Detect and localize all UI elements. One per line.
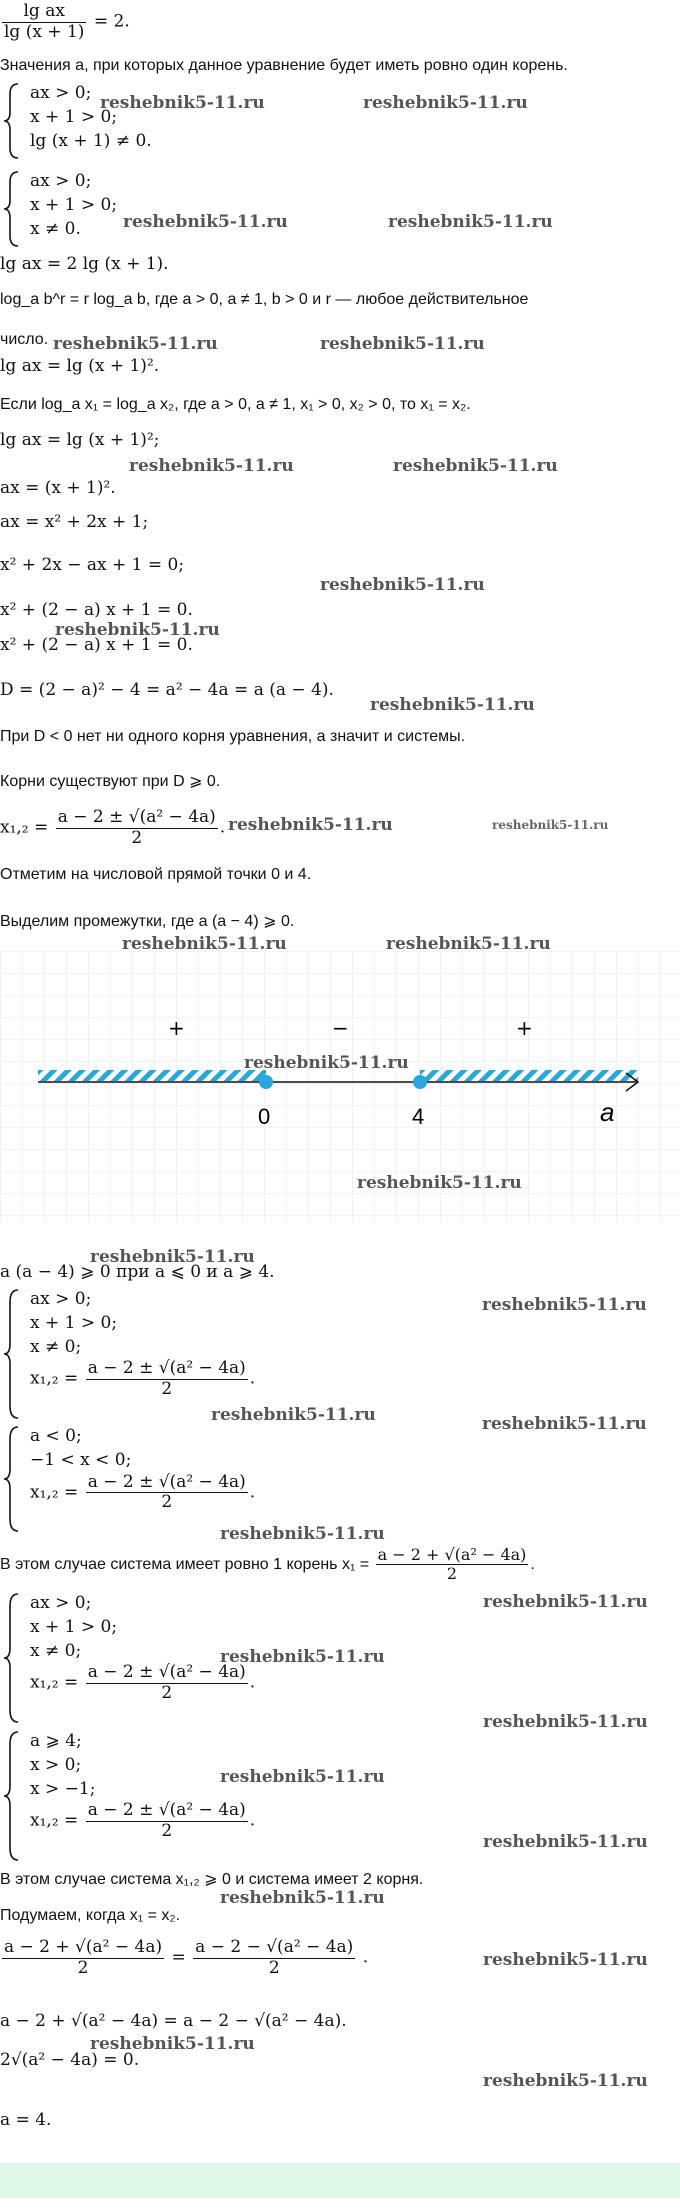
text-line: число. xyxy=(0,331,49,348)
log-property: log_a b^r = r log_a b, где a > 0, a ≠ 1, b > 0 и r — любое действительное xyxy=(0,291,529,308)
system-3: ax > 0; x + 1 > 0; x ≠ 0; x₁,₂ = $\frac{\text{a − 2 ± √(a² − 4a)}}{2}$ . xyxy=(30,1289,256,1399)
text-line: Подумаем, когда x₁ = x₂. xyxy=(0,1907,181,1924)
system-5: ax > 0; x + 1 > 0; x ≠ 0; x₁,₂ = $\frac{\text{a − 2 ± √(a² − 4a)}}{2}$ . xyxy=(30,1593,256,1703)
watermark: reshebnik5-11.ru xyxy=(129,456,294,476)
answer-box xyxy=(0,2163,680,2198)
watermark: reshebnik5-11.ru xyxy=(492,818,609,832)
one-root-line: В этом случае система имеет ровно 1 корень x₁ = $\frac{\text{a − 2 + √(a² − 4a)}}{2}$ . xyxy=(0,1545,535,1584)
watermark: reshebnik5-11.ru xyxy=(482,1295,647,1315)
watermark: reshebnik5-11.ru xyxy=(320,575,485,595)
hatch-left xyxy=(38,1070,266,1081)
watermark: reshebnik5-11.ru xyxy=(483,1592,648,1612)
text-line: Корни существуют при D ⩾ 0. xyxy=(0,773,221,790)
grid-background xyxy=(0,951,680,1223)
equation-line: x² + (2 − a) x + 1 = 0. xyxy=(0,600,193,620)
watermark: reshebnik5-11.ru xyxy=(370,695,535,715)
equation-rhs: = 2. xyxy=(93,11,130,32)
watermark: reshebnik5-11.ru xyxy=(100,93,265,113)
system-brace xyxy=(2,170,24,248)
fraction-numerator: lg ax xyxy=(2,2,86,23)
equation-line: x² + 2x − ax + 1 = 0; xyxy=(0,555,185,575)
watermark: reshebnik5-11.ru xyxy=(228,815,393,835)
watermark: reshebnik5-11.ru xyxy=(386,934,551,954)
system-1: ax > 0; x + 1 > 0; lg (x + 1) ≠ 0. xyxy=(30,83,152,151)
system-brace xyxy=(2,1592,24,1724)
sign-label: + xyxy=(516,1016,533,1040)
equation-line: 2√(a² − 4a) = 0. xyxy=(0,2050,140,2070)
text-line: В этом случае система x₁,₂ ⩾ 0 и система имеет 2 корня. xyxy=(0,1871,424,1888)
point-four xyxy=(413,1075,427,1089)
sign-conclusion: a (a − 4) ⩾ 0 при a ⩽ 0 и a ⩾ 4. xyxy=(0,1262,275,1282)
watermark: reshebnik5-11.ru xyxy=(90,1247,255,1267)
watermark: reshebnik5-11.ru xyxy=(482,1414,647,1434)
watermark: reshebnik5-11.ru xyxy=(244,1053,409,1073)
watermark: reshebnik5-11.ru xyxy=(220,1647,385,1667)
sign-label: − xyxy=(332,1016,349,1040)
watermark: reshebnik5-11.ru xyxy=(363,93,528,113)
watermark: reshebnik5-11.ru xyxy=(123,212,288,232)
watermark: reshebnik5-11.ru xyxy=(55,620,220,640)
watermark: reshebnik5-11.ru xyxy=(211,1405,376,1425)
task-statement: Значения a, при которых данное уравнение будет иметь ровно один корень. xyxy=(0,57,568,74)
watermark: reshebnik5-11.ru xyxy=(90,2034,255,2054)
point-zero xyxy=(259,1075,273,1089)
hatch-right xyxy=(420,1070,638,1081)
system-brace xyxy=(2,1288,24,1420)
watermark: reshebnik5-11.ru xyxy=(483,1712,648,1732)
system-brace xyxy=(2,82,24,160)
tick-label: 0 xyxy=(258,1104,271,1129)
system-brace xyxy=(2,1425,24,1533)
equation-line: ax = x² + 2x + 1; xyxy=(0,512,149,532)
watermark: reshebnik5-11.ru xyxy=(483,2071,648,2091)
equation-line: x² + (2 − a) x + 1 = 0. xyxy=(0,635,193,655)
watermark: reshebnik5-11.ru xyxy=(388,212,553,232)
watermark: reshebnik5-11.ru xyxy=(357,1173,522,1193)
text-line: Отметим на числовой прямой точки 0 и 4. xyxy=(0,866,312,883)
watermark: reshebnik5-11.ru xyxy=(220,1888,385,1908)
watermark: reshebnik5-11.ru xyxy=(320,334,485,354)
watermark: reshebnik5-11.ru xyxy=(483,1950,648,1970)
number-line-figure xyxy=(0,951,680,1223)
text-line: При D < 0 нет ни одного корня уравнения, а значит и системы. xyxy=(0,728,466,745)
equation-line: lg ax = 2 lg (x + 1). xyxy=(0,254,169,274)
system-2: ax > 0; x + 1 > 0; x ≠ 0. xyxy=(30,171,118,239)
equation-line: a − 2 + √(a² − 4a) = a − 2 − √(a² − 4a). xyxy=(0,2011,347,2031)
watermark: reshebnik5-11.ru xyxy=(122,934,287,954)
sign-label: + xyxy=(168,1016,185,1040)
log-rule: Если log_a x₁ = log_a x₂, где a > 0, a ≠ 1, x₁ > 0, x₂ > 0, то x₁ = x₂. xyxy=(0,396,471,413)
watermark: reshebnik5-11.ru xyxy=(220,1524,385,1544)
system-brace xyxy=(2,1730,24,1862)
equation-line: ax = (x + 1)². xyxy=(0,478,116,498)
axis-label: a xyxy=(600,1097,615,1127)
fraction-denominator: lg (x + 1) xyxy=(4,21,85,42)
roots-formula: x₁,₂ = $\frac{\text{a − 2 ± √(a² − 4a)}}{2}$ . xyxy=(0,807,226,848)
system-4: a < 0; −1 < x < 0; x₁,₂ = $\frac{\text{a − 2 ± √(a² − 4a)}}{2}$ . xyxy=(30,1426,256,1513)
tick-label: 4 xyxy=(412,1104,425,1129)
watermark: reshebnik5-11.ru xyxy=(220,1767,385,1787)
watermark: reshebnik5-11.ru xyxy=(483,1832,648,1852)
equation-line: lg ax = lg (x + 1)². xyxy=(0,356,160,376)
system-6: a ⩾ 4; x > 0; x > −1; x₁,₂ = $\frac{\text{a − 2 ± √(a² − 4a)}}{2}$ . xyxy=(30,1731,256,1841)
equation-line: lg ax = lg (x + 1)²; xyxy=(0,430,160,450)
watermark: reshebnik5-11.ru xyxy=(393,456,558,476)
equation-main xyxy=(0,2,130,42)
discriminant: D = (2 − a)² − 4 = a² − 4a = a (a − 4). xyxy=(0,680,334,700)
text-line: Выделим промежутки, где a (a − 4) ⩾ 0. xyxy=(0,913,295,930)
watermark: reshebnik5-11.ru xyxy=(53,334,218,354)
equation-line: a = 4. xyxy=(0,2110,52,2130)
equality-fractions: $\frac{\text{a − 2 + √(a² − 4a)}}{2}$ = $\frac{\text{a − 2 − √(a² − 4a)}}{2}$ . xyxy=(4,1937,369,1978)
